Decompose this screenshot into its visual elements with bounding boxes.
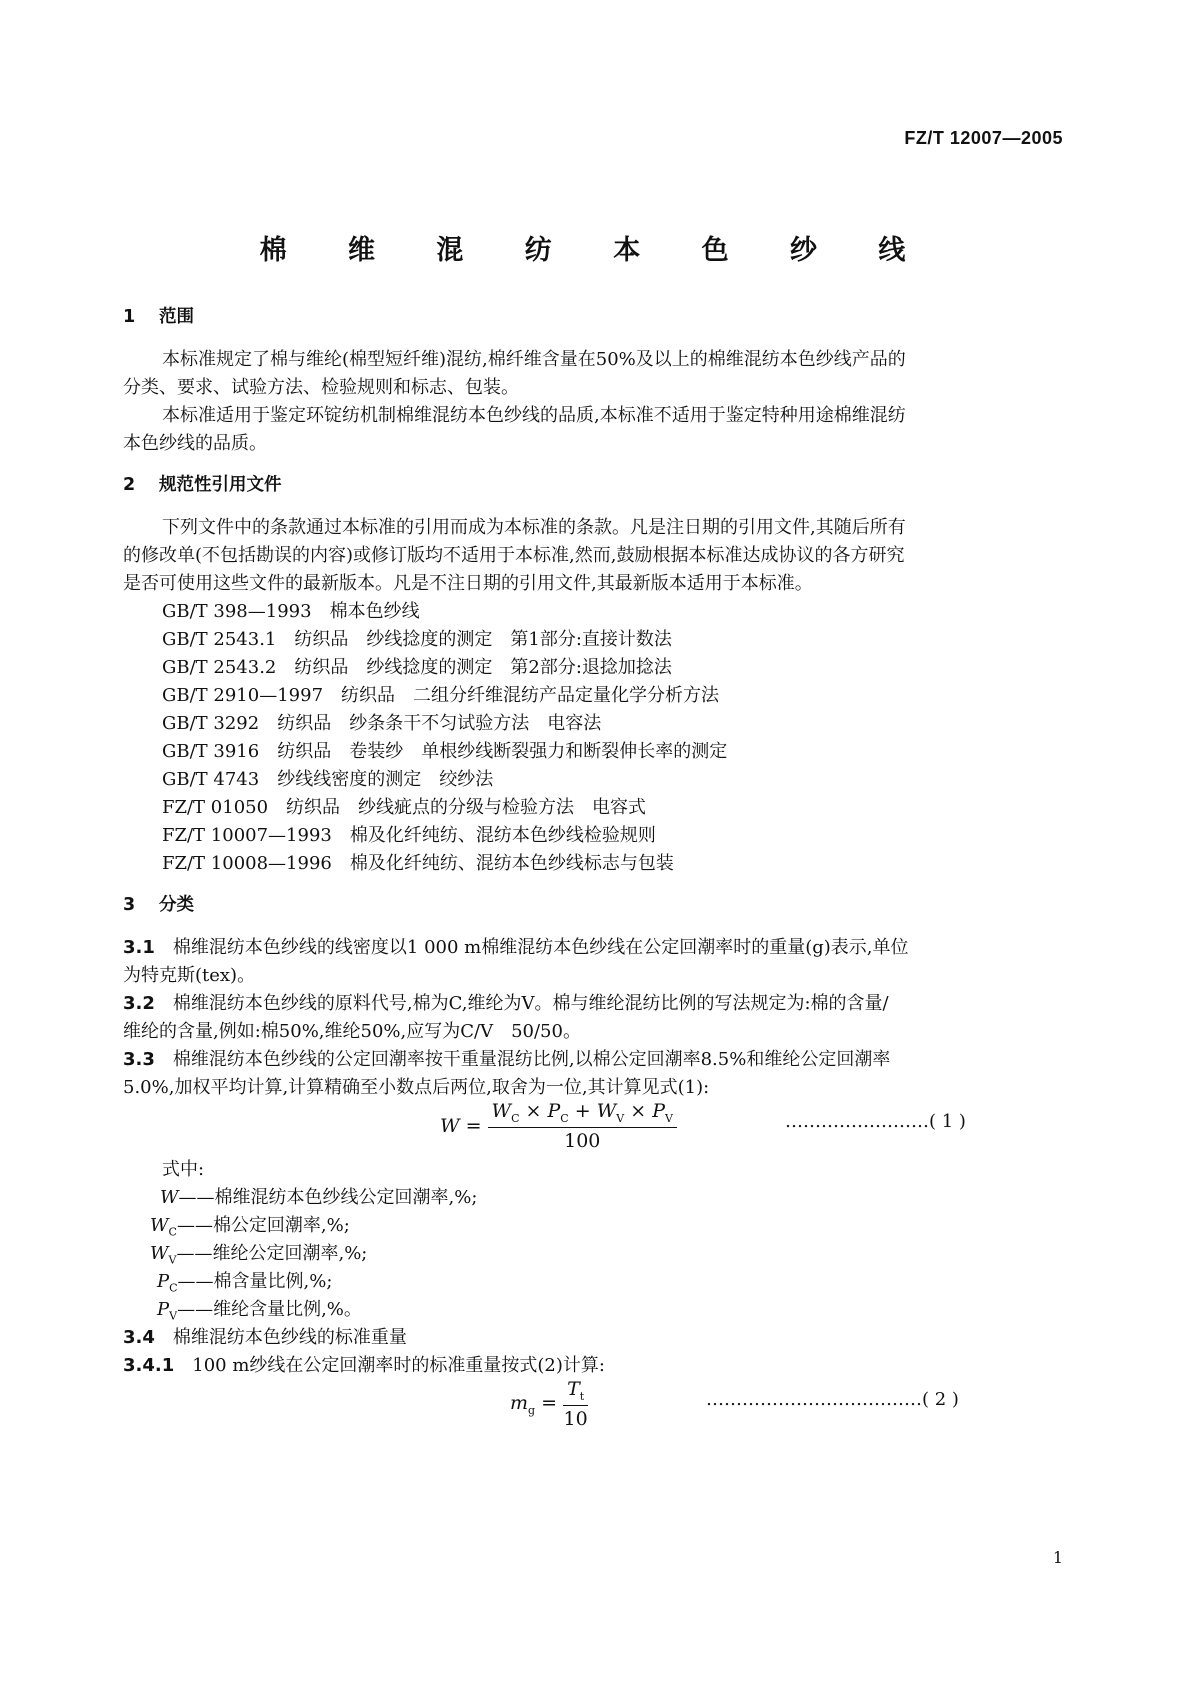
clause-number: 3.4.1	[123, 1355, 175, 1376]
variable-def	[160, 1183, 477, 1209]
variable-desc: ——维纶公定回潮率,%;	[176, 1243, 368, 1264]
formula-lhs: W =	[440, 1114, 482, 1137]
clause-text: 棉维混纺本色纱线的原料代号,棉为C,维纶为V。棉与维纶混纺比例的写法规定为:棉的含量/	[172, 993, 889, 1014]
variable-symbol: $P_V$	[157, 1299, 178, 1323]
variable-def	[157, 1267, 332, 1295]
reference-item: GB/T 398—1993 棉本色纱线	[162, 601, 420, 622]
clause-text: 棉维混纺本色纱线的标准重量	[172, 1327, 407, 1348]
variable-desc: ——棉维混纺本色纱线公定回潮率,%;	[178, 1187, 478, 1208]
formula-1-leader: ……………………( 1 )	[785, 1111, 966, 1132]
clause-3-3-line1	[123, 1045, 890, 1071]
reference-item: FZ/T 10008—1996 棉及化纤纯纺、混纺本色纱线标志与包装	[162, 853, 674, 874]
variable-def	[150, 1239, 367, 1267]
formula-1	[440, 1100, 677, 1152]
variable-def	[157, 1295, 362, 1323]
sec1-para2-line1: 本标准适用于鉴定环锭纺机制棉维混纺本色纱线的品质,本标准不适用于鉴定特种用途棉维混纺	[162, 405, 906, 426]
variable-desc: ——维纶含量比例,%。	[177, 1299, 362, 1320]
formula-2	[510, 1378, 588, 1430]
formula-numerator: $W_C \times P_C + W_V \times P_V$	[488, 1100, 677, 1128]
formula-2-leader: ………………………………( 2 )	[706, 1389, 959, 1410]
reference-item: FZ/T 01050 纺织品 纱线疵点的分级与检验方法 电容式	[162, 797, 647, 818]
document-title: 棉 维 混 纺 本 色 纱 线	[259, 235, 932, 266]
sec2-para-line3: 是否可使用这些文件的最新版本。凡是不注日期的引用文件,其最新版本适用于本标准。	[123, 573, 813, 594]
clause-text: 100 m纱线在公定回潮率时的标准重量按式(2)计算:	[192, 1355, 605, 1376]
reference-item: GB/T 3916 纺织品 卷装纱 单根纱线断裂强力和断裂伸长率的测定	[162, 741, 728, 762]
section-2-heading	[123, 471, 282, 496]
section-title: 范围	[159, 307, 194, 327]
clause-text: 棉维混纺本色纱线的公定回潮率按干重量混纺比例,以棉公定回潮率8.5%和维纶公定回潮率	[172, 1049, 891, 1070]
formula-2-number: ( 2 )	[922, 1389, 959, 1410]
variable-symbol: $W_V$	[150, 1243, 177, 1267]
section-number: 2	[123, 475, 136, 495]
sec1-para1-line1: 本标准规定了棉与维纶(棉型短纤维)混纺,棉纤维含量在50%及以上的棉维混纺本色纱线产品的	[162, 349, 906, 370]
clause-3-1-line1	[123, 933, 909, 959]
clause-text: 棉维混纺本色纱线的线密度以1 000 m棉维混纺本色纱线在公定回潮率时的重量(g)表示,单位	[172, 937, 909, 958]
variable-symbol: $W_C$	[150, 1215, 177, 1239]
variable-symbol: W	[160, 1187, 179, 1208]
clause-3-4-1	[123, 1351, 605, 1377]
variable-def	[150, 1211, 350, 1239]
section-number: 1	[123, 307, 136, 327]
page-number: 1	[1052, 1548, 1063, 1567]
formula-denominator: 100	[564, 1129, 601, 1152]
clause-3-2-line2: 维纶的含量,例如:棉50%,维纶50%,应写为C/V 50/50。	[123, 1021, 581, 1042]
standard-number: FZ/T 12007—2005	[904, 128, 1063, 148]
reference-item: GB/T 2543.2 纺织品 纱线捻度的测定 第2部分:退捻加捻法	[162, 657, 672, 678]
where-label: 式中:	[162, 1159, 205, 1180]
section-title: 规范性引用文件	[159, 475, 282, 495]
sec2-para-line2: 的修改单(不包括勘误的内容)或修订版均不适用于本标准,然而,鼓励根据本标准达成协议的各方研究	[123, 545, 905, 566]
section-number: 3	[123, 895, 136, 915]
reference-item: GB/T 2910—1997 纺织品 二组分纤维混纺产品定量化学分析方法	[162, 685, 720, 706]
sec1-para1-line2: 分类、要求、试验方法、检验规则和标志、包装。	[123, 377, 519, 398]
clause-3-3-line2: 5.0%,加权平均计算,计算精确至小数点后两位,取舍为一位,其计算见式(1):	[123, 1077, 710, 1098]
variable-symbol: $P_C$	[157, 1271, 178, 1295]
sec2-para-line1: 下列文件中的条款通过本标准的引用而成为本标准的条款。凡是注日期的引用文件,其随后所有	[162, 517, 906, 538]
formula-denominator: 10	[563, 1407, 588, 1430]
clause-3-2-line1	[123, 989, 889, 1015]
formula-fraction	[563, 1378, 588, 1430]
clause-number: 3.1	[123, 937, 155, 958]
section-title: 分类	[159, 895, 194, 915]
formula-numerator: $T_t$	[563, 1378, 588, 1406]
reference-item: FZ/T 10007—1993 棉及化纤纯纺、混纺本色纱线检验规则	[162, 825, 656, 846]
clause-number: 3.4	[123, 1327, 155, 1348]
clause-number: 3.2	[123, 993, 155, 1014]
clause-number: 3.3	[123, 1049, 155, 1070]
variable-desc: ——棉公定回潮率,%;	[176, 1215, 350, 1236]
variable-desc: ——棉含量比例,%;	[177, 1271, 333, 1292]
formula-1-number: ( 1 )	[929, 1111, 966, 1132]
formula-fraction	[488, 1100, 677, 1152]
reference-item: GB/T 3292 纺织品 纱条条干不匀试验方法 电容法	[162, 713, 602, 734]
section-3-heading	[123, 891, 194, 916]
clause-3-4	[123, 1323, 407, 1349]
sec1-para2-line2: 本色纱线的品质。	[123, 433, 267, 454]
reference-item: GB/T 4743 纱线线密度的测定 绞纱法	[162, 769, 494, 790]
formula-lhs: $m_g$ =	[510, 1391, 558, 1417]
section-1-heading	[123, 303, 194, 328]
clause-3-1-line2: 为特克斯(tex)。	[123, 965, 256, 986]
reference-item: GB/T 2543.1 纺织品 纱线捻度的测定 第1部分:直接计数法	[162, 629, 672, 650]
